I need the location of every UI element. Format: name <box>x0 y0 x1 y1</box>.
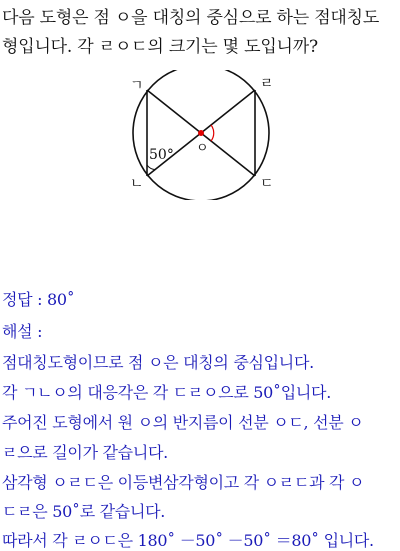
answer-line: 정답 : 80˚ <box>2 290 75 309</box>
explanation-label: 해설 : <box>2 322 43 341</box>
center-point <box>198 130 204 136</box>
point-symmetric-figure <box>120 70 280 200</box>
question-line-1: 다음 도형은 점 ㅇ을 대칭의 중심으로 하는 점대칭도 <box>2 8 380 28</box>
angle-arc-rieul-o-digeut <box>211 125 214 141</box>
explanation-line-3: 주어진 도형에서 원 ㅇ의 반지름이 선분 ㅇㄷ, 선분 ㅇ <box>2 413 364 432</box>
explanation-line-2: 각 ㄱㄴㅇ의 대응각은 각 ㄷㄹㅇ으로 50˚입니다. <box>2 383 331 402</box>
label-giyeok: ㄱ <box>130 78 144 94</box>
explanation-line-5: 삼각형 ㅇㄹㄷ은 이등변삼각형이고 각 ㅇㄹㄷ과 각 ㅇ <box>2 473 365 492</box>
angle-arc-nieun <box>147 165 156 170</box>
question-line-2: 형입니다. 각 ㄹㅇㄷ의 크기는 몇 도입니까? <box>2 37 318 57</box>
label-center-o: ㅇ <box>196 141 209 156</box>
label-digeut: ㄷ <box>260 176 274 192</box>
explanation-line-6: ㄷㄹ은 50˚로 같습니다. <box>2 502 166 521</box>
label-rieul: ㄹ <box>260 76 274 92</box>
label-nieun: ㄴ <box>130 176 144 192</box>
angle-label-50: 50° <box>149 147 174 163</box>
explanation-line-4: ㄹ으로 길이가 같습니다. <box>2 443 168 462</box>
explanation-line-7: 따라서 각 ㄹㅇㄷ은 180˚ －50˚ －50˚ ＝80˚ 입니다. <box>2 531 374 550</box>
explanation-line-1: 점대칭도형이므로 점 ㅇ은 대칭의 중심입니다. <box>2 353 314 372</box>
